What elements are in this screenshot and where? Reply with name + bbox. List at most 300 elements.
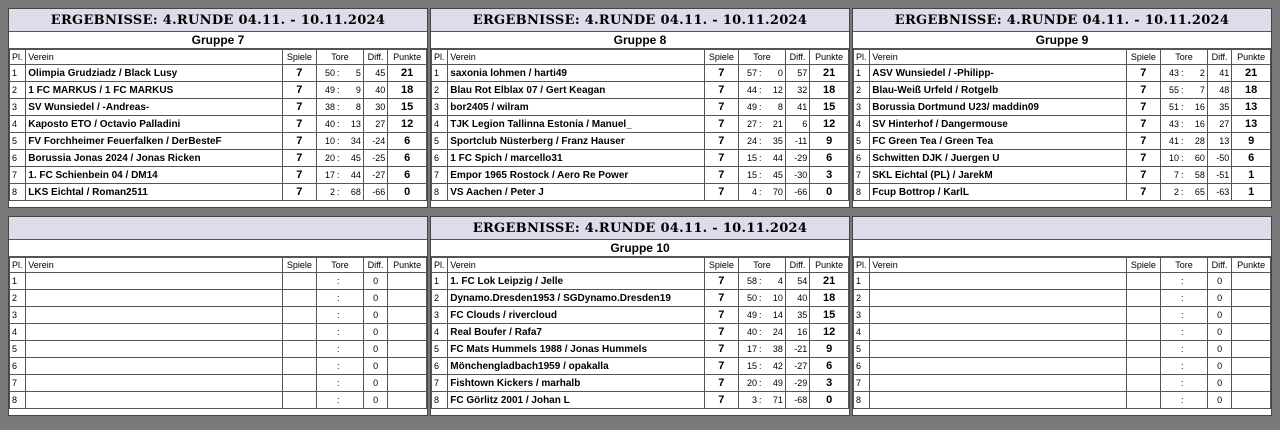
table-row [10,324,427,341]
games-cell: 7 [1126,184,1161,201]
points-cell: 1 [1232,167,1271,184]
col-spiele-header: Spiele [704,258,739,273]
team-cell: FV Forchheimer Feuerfalken / DerBesteF [26,133,282,150]
points-cell: 6 [810,150,849,167]
games-cell: 7 [704,133,739,150]
col-pl-header: Pl. [854,258,870,273]
team-cell [870,392,1126,409]
goals-for-cell [317,392,337,409]
team-cell: Borussia Jonas 2024 / Jonas Ricken [26,150,282,167]
goals-colon: : [1181,375,1187,392]
goals-colon: : [759,341,765,358]
col-diff-header: Diff. [363,258,387,273]
position-cell: 3 [10,99,26,116]
points-cell [388,324,427,341]
games-cell [282,392,317,409]
games-cell [282,375,317,392]
col-punkte-header: Punkte [1232,258,1271,273]
empty-standings-table [9,257,427,409]
points-cell [1232,375,1271,392]
group-title: Gruppe 8 [431,32,849,49]
col-diff-header: Diff. [785,50,809,65]
standings-table [9,49,427,201]
goals-for-cell [1161,273,1181,290]
col-diff-header: Diff. [1207,50,1231,65]
goals-for-cell [1161,290,1181,307]
col-spiele-header: Spiele [1126,50,1161,65]
team-cell: Mönchengladbach1959 / opakalla [448,358,704,375]
goals-against-cell [343,307,363,324]
goals-against-cell: 10 [765,290,785,307]
table-row [432,307,849,324]
team-cell [870,307,1126,324]
diff-cell: 0 [1207,392,1231,409]
games-cell: 7 [704,167,739,184]
points-cell: 6 [388,133,427,150]
goals-against-cell: 2 [1187,65,1207,82]
table-row [432,324,849,341]
games-cell: 7 [282,116,317,133]
empty-standings-table [853,257,1271,409]
goals-for-cell [317,290,337,307]
column-header-row [10,50,427,65]
points-cell: 18 [810,290,849,307]
points-cell [388,358,427,375]
position-cell: 7 [10,167,26,184]
points-cell [1232,392,1271,409]
group-7-panel [8,8,428,208]
goals-colon: : [337,167,343,184]
goals-for-cell: 40 [739,324,759,341]
goals-colon: : [759,116,765,133]
table-row [432,99,849,116]
position-cell: 4 [854,324,870,341]
diff-cell: 27 [1207,116,1231,133]
goals-colon: : [759,273,765,290]
goals-against-cell: 0 [765,65,785,82]
diff-cell: -11 [785,133,809,150]
games-cell [282,341,317,358]
col-tore-header: Tore [317,50,364,65]
goals-against-cell: 7 [1187,82,1207,99]
diff-cell: -27 [785,358,809,375]
position-cell: 5 [432,133,448,150]
points-cell: 18 [388,82,427,99]
position-cell: 8 [854,392,870,409]
table-row [854,82,1271,99]
col-punkte-header: Punkte [1232,50,1271,65]
diff-cell: 30 [363,99,387,116]
position-cell: 7 [854,167,870,184]
diff-cell: 0 [1207,307,1231,324]
position-cell: 5 [854,133,870,150]
col-verein-header: Verein [870,50,1126,65]
col-verein-header: Verein [26,258,282,273]
table-row [10,392,427,409]
position-cell: 2 [10,82,26,99]
position-cell: 8 [10,392,26,409]
goals-against-cell: 65 [1187,184,1207,201]
goals-for-cell [317,341,337,358]
team-cell: Fishtown Kickers / marhalb [448,375,704,392]
diff-cell: 48 [1207,82,1231,99]
points-cell: 21 [810,65,849,82]
goals-colon: : [759,307,765,324]
goals-colon: : [337,290,343,307]
goals-for-cell [317,307,337,324]
points-cell: 12 [388,116,427,133]
team-cell [26,290,282,307]
table-row [10,358,427,375]
games-cell [1126,307,1161,324]
goals-against-cell [343,273,363,290]
table-row [854,116,1271,133]
goals-against-cell: 4 [765,273,785,290]
goals-colon: : [337,307,343,324]
goals-against-cell: 5 [343,65,363,82]
points-cell: 13 [1232,116,1271,133]
table-row [10,65,427,82]
goals-against-cell: 44 [765,150,785,167]
games-cell: 7 [282,184,317,201]
table-row [10,184,427,201]
points-cell [1232,307,1271,324]
games-cell: 7 [704,82,739,99]
col-verein-header: Verein [26,50,282,65]
team-cell: 1 FC Spich / marcello31 [448,150,704,167]
round-header: ERGEBNISSE: 4.RUNDE 04.11. - 10.11.2024 [9,9,427,32]
diff-cell: 0 [363,392,387,409]
games-cell [1126,341,1161,358]
games-cell: 7 [1126,65,1161,82]
goals-colon: : [759,65,765,82]
goals-for-cell: 41 [1161,133,1181,150]
goals-for-cell: 43 [1161,116,1181,133]
col-tore-header: Tore [739,258,786,273]
goals-against-cell: 8 [765,99,785,116]
team-cell: FC Green Tea / Green Tea [870,133,1126,150]
goals-for-cell [317,358,337,375]
position-cell: 2 [432,82,448,99]
column-header-row [432,50,849,65]
goals-against-cell [343,324,363,341]
goals-colon: : [759,82,765,99]
team-cell: Blau Rot Elblax 07 / Gert Keagan [448,82,704,99]
team-cell [26,358,282,375]
col-tore-header: Tore [739,50,786,65]
team-cell: FC Clouds / rivercloud [448,307,704,324]
position-cell: 3 [432,307,448,324]
goals-against-cell: 45 [765,167,785,184]
goals-against-cell: 38 [765,341,785,358]
position-cell: 6 [854,150,870,167]
games-cell: 7 [704,65,739,82]
goals-against-cell: 71 [765,392,785,409]
goals-colon: : [759,184,765,201]
team-cell: Sportclub Nüsterberg / Franz Hauser [448,133,704,150]
goals-colon: : [337,116,343,133]
games-cell [1126,324,1161,341]
goals-for-cell: 10 [1161,150,1181,167]
team-cell: LKS Eichtal / Roman2511 [26,184,282,201]
goals-for-cell: 49 [739,307,759,324]
goals-colon: : [759,133,765,150]
diff-cell: 0 [1207,324,1231,341]
goals-colon: : [1181,133,1187,150]
diff-cell: 0 [1207,273,1231,290]
diff-cell: 0 [1207,341,1231,358]
points-cell: 12 [810,324,849,341]
goals-against-cell: 8 [343,99,363,116]
group-title: Gruppe 7 [9,32,427,49]
points-cell [1232,341,1271,358]
table-row [854,341,1271,358]
round-header-blank [853,217,1271,240]
goals-for-cell: 2 [317,184,337,201]
team-cell [870,375,1126,392]
goals-for-cell: 44 [739,82,759,99]
goals-against-cell [343,290,363,307]
games-cell: 7 [282,65,317,82]
goals-against-cell [1187,290,1207,307]
col-pl-header: Pl. [10,258,26,273]
games-cell: 7 [1126,150,1161,167]
column-header-row [854,258,1271,273]
team-cell: FC Görlitz 2001 / Johan L [448,392,704,409]
table-row [854,392,1271,409]
points-cell: 13 [1232,99,1271,116]
points-cell [1232,273,1271,290]
goals-for-cell: 15 [739,167,759,184]
position-cell: 1 [432,273,448,290]
goals-colon: : [1181,82,1187,99]
position-cell: 3 [432,99,448,116]
position-cell: 7 [10,375,26,392]
points-cell: 18 [810,82,849,99]
goals-against-cell [1187,273,1207,290]
points-cell [388,392,427,409]
table-row [10,273,427,290]
points-cell: 9 [810,133,849,150]
goals-colon: : [759,99,765,116]
goals-for-cell [1161,307,1181,324]
games-cell: 7 [704,116,739,133]
games-cell [282,324,317,341]
diff-cell: 0 [1207,358,1231,375]
team-cell [26,341,282,358]
goals-for-cell: 49 [317,82,337,99]
goals-for-cell: 24 [739,133,759,150]
points-cell: 3 [810,167,849,184]
table-row [10,341,427,358]
group-title-blank [9,240,427,257]
goals-against-cell: 16 [1187,116,1207,133]
position-cell: 5 [432,341,448,358]
goals-for-cell: 20 [317,150,337,167]
points-cell: 0 [810,392,849,409]
goals-for-cell [317,375,337,392]
goals-against-cell: 44 [343,167,363,184]
goals-against-cell [1187,358,1207,375]
table-row [10,167,427,184]
position-cell: 3 [854,99,870,116]
diff-cell: 54 [785,273,809,290]
goals-against-cell: 13 [343,116,363,133]
position-cell: 4 [854,116,870,133]
col-tore-header: Tore [317,258,364,273]
team-cell: Borussia Dortmund U23/ maddin09 [870,99,1126,116]
table-row [10,150,427,167]
diff-cell: 0 [1207,375,1231,392]
team-cell [26,392,282,409]
goals-colon: : [1181,273,1187,290]
table-row [432,133,849,150]
round-header: ERGEBNISSE: 4.RUNDE 04.11. - 10.11.2024 [431,217,849,240]
goals-colon: : [337,324,343,341]
team-cell: 1. FC Schienbein 04 / DM14 [26,167,282,184]
diff-cell: -21 [785,341,809,358]
goals-colon: : [337,273,343,290]
col-spiele-header: Spiele [282,50,317,65]
col-spiele-header: Spiele [1126,258,1161,273]
standings-table [431,49,849,201]
team-cell: saxonia lohmen / harti49 [448,65,704,82]
standings-sheet [8,8,1272,416]
position-cell: 8 [10,184,26,201]
position-cell: 7 [432,167,448,184]
table-row [854,273,1271,290]
table-row [432,392,849,409]
table-row [432,150,849,167]
diff-cell: 35 [1207,99,1231,116]
table-row [854,133,1271,150]
goals-against-cell: 42 [765,358,785,375]
goals-colon: : [1181,167,1187,184]
col-spiele-header: Spiele [704,50,739,65]
team-cell: SV Hinterhof / Dangermouse [870,116,1126,133]
table-row [432,341,849,358]
table-row [10,99,427,116]
goals-colon: : [1181,99,1187,116]
col-punkte-header: Punkte [388,258,427,273]
position-cell: 6 [432,358,448,375]
goals-colon: : [759,150,765,167]
team-cell: TJK Legion Tallinna Estonia / Manuel_ [448,116,704,133]
goals-colon: : [337,82,343,99]
games-cell: 7 [704,290,739,307]
goals-against-cell: 49 [765,375,785,392]
games-cell: 7 [1126,82,1161,99]
column-header-row [432,258,849,273]
goals-colon: : [337,358,343,375]
goals-colon: : [759,324,765,341]
group-title: Gruppe 9 [853,32,1271,49]
col-pl-header: Pl. [10,50,26,65]
table-row [10,82,427,99]
points-cell: 18 [1232,82,1271,99]
table-row [432,65,849,82]
points-cell: 21 [810,273,849,290]
team-cell [870,290,1126,307]
team-cell [870,324,1126,341]
diff-cell: -29 [785,150,809,167]
goals-against-cell: 14 [765,307,785,324]
games-cell: 7 [282,150,317,167]
diff-cell: -51 [1207,167,1231,184]
team-cell: FC Mats Hummels 1988 / Jonas Hummels [448,341,704,358]
points-cell: 15 [810,307,849,324]
diff-cell: 27 [363,116,387,133]
goals-against-cell: 58 [1187,167,1207,184]
goals-for-cell: 2 [1161,184,1181,201]
team-cell [26,324,282,341]
goals-for-cell: 10 [317,133,337,150]
games-cell [282,273,317,290]
diff-cell: -27 [363,167,387,184]
table-row [432,358,849,375]
goals-for-cell: 15 [739,358,759,375]
position-cell: 4 [432,324,448,341]
goals-for-cell: 57 [739,65,759,82]
group-title: Gruppe 10 [431,240,849,257]
position-cell: 8 [432,184,448,201]
diff-cell: -66 [363,184,387,201]
goals-colon: : [337,375,343,392]
table-row [432,290,849,307]
table-row [854,324,1271,341]
goals-against-cell [1187,341,1207,358]
goals-colon: : [1181,65,1187,82]
diff-cell: -25 [363,150,387,167]
games-cell: 7 [1126,167,1161,184]
points-cell: 6 [1232,150,1271,167]
table-row [854,307,1271,324]
goals-for-cell [1161,358,1181,375]
goals-for-cell: 58 [739,273,759,290]
col-pl-header: Pl. [854,50,870,65]
table-row [854,65,1271,82]
table-row [854,184,1271,201]
table-row [10,290,427,307]
position-cell: 4 [10,324,26,341]
goals-colon: : [759,392,765,409]
diff-cell: 0 [1207,290,1231,307]
games-cell [282,358,317,375]
position-cell: 1 [10,273,26,290]
col-verein-header: Verein [448,50,704,65]
diff-cell: -68 [785,392,809,409]
goals-against-cell: 12 [765,82,785,99]
games-cell: 7 [282,167,317,184]
goals-for-cell: 40 [317,116,337,133]
table-row [432,116,849,133]
games-cell: 7 [282,99,317,116]
points-cell: 9 [1232,133,1271,150]
goals-against-cell [343,341,363,358]
goals-for-cell: 49 [739,99,759,116]
points-cell: 15 [810,99,849,116]
diff-cell: 40 [363,82,387,99]
games-cell [282,290,317,307]
goals-colon: : [1181,184,1187,201]
goals-colon: : [1181,358,1187,375]
group-8-panel [430,8,850,208]
table-row [10,307,427,324]
diff-cell: 16 [785,324,809,341]
points-cell: 21 [1232,65,1271,82]
goals-for-cell [1161,341,1181,358]
position-cell: 2 [854,290,870,307]
